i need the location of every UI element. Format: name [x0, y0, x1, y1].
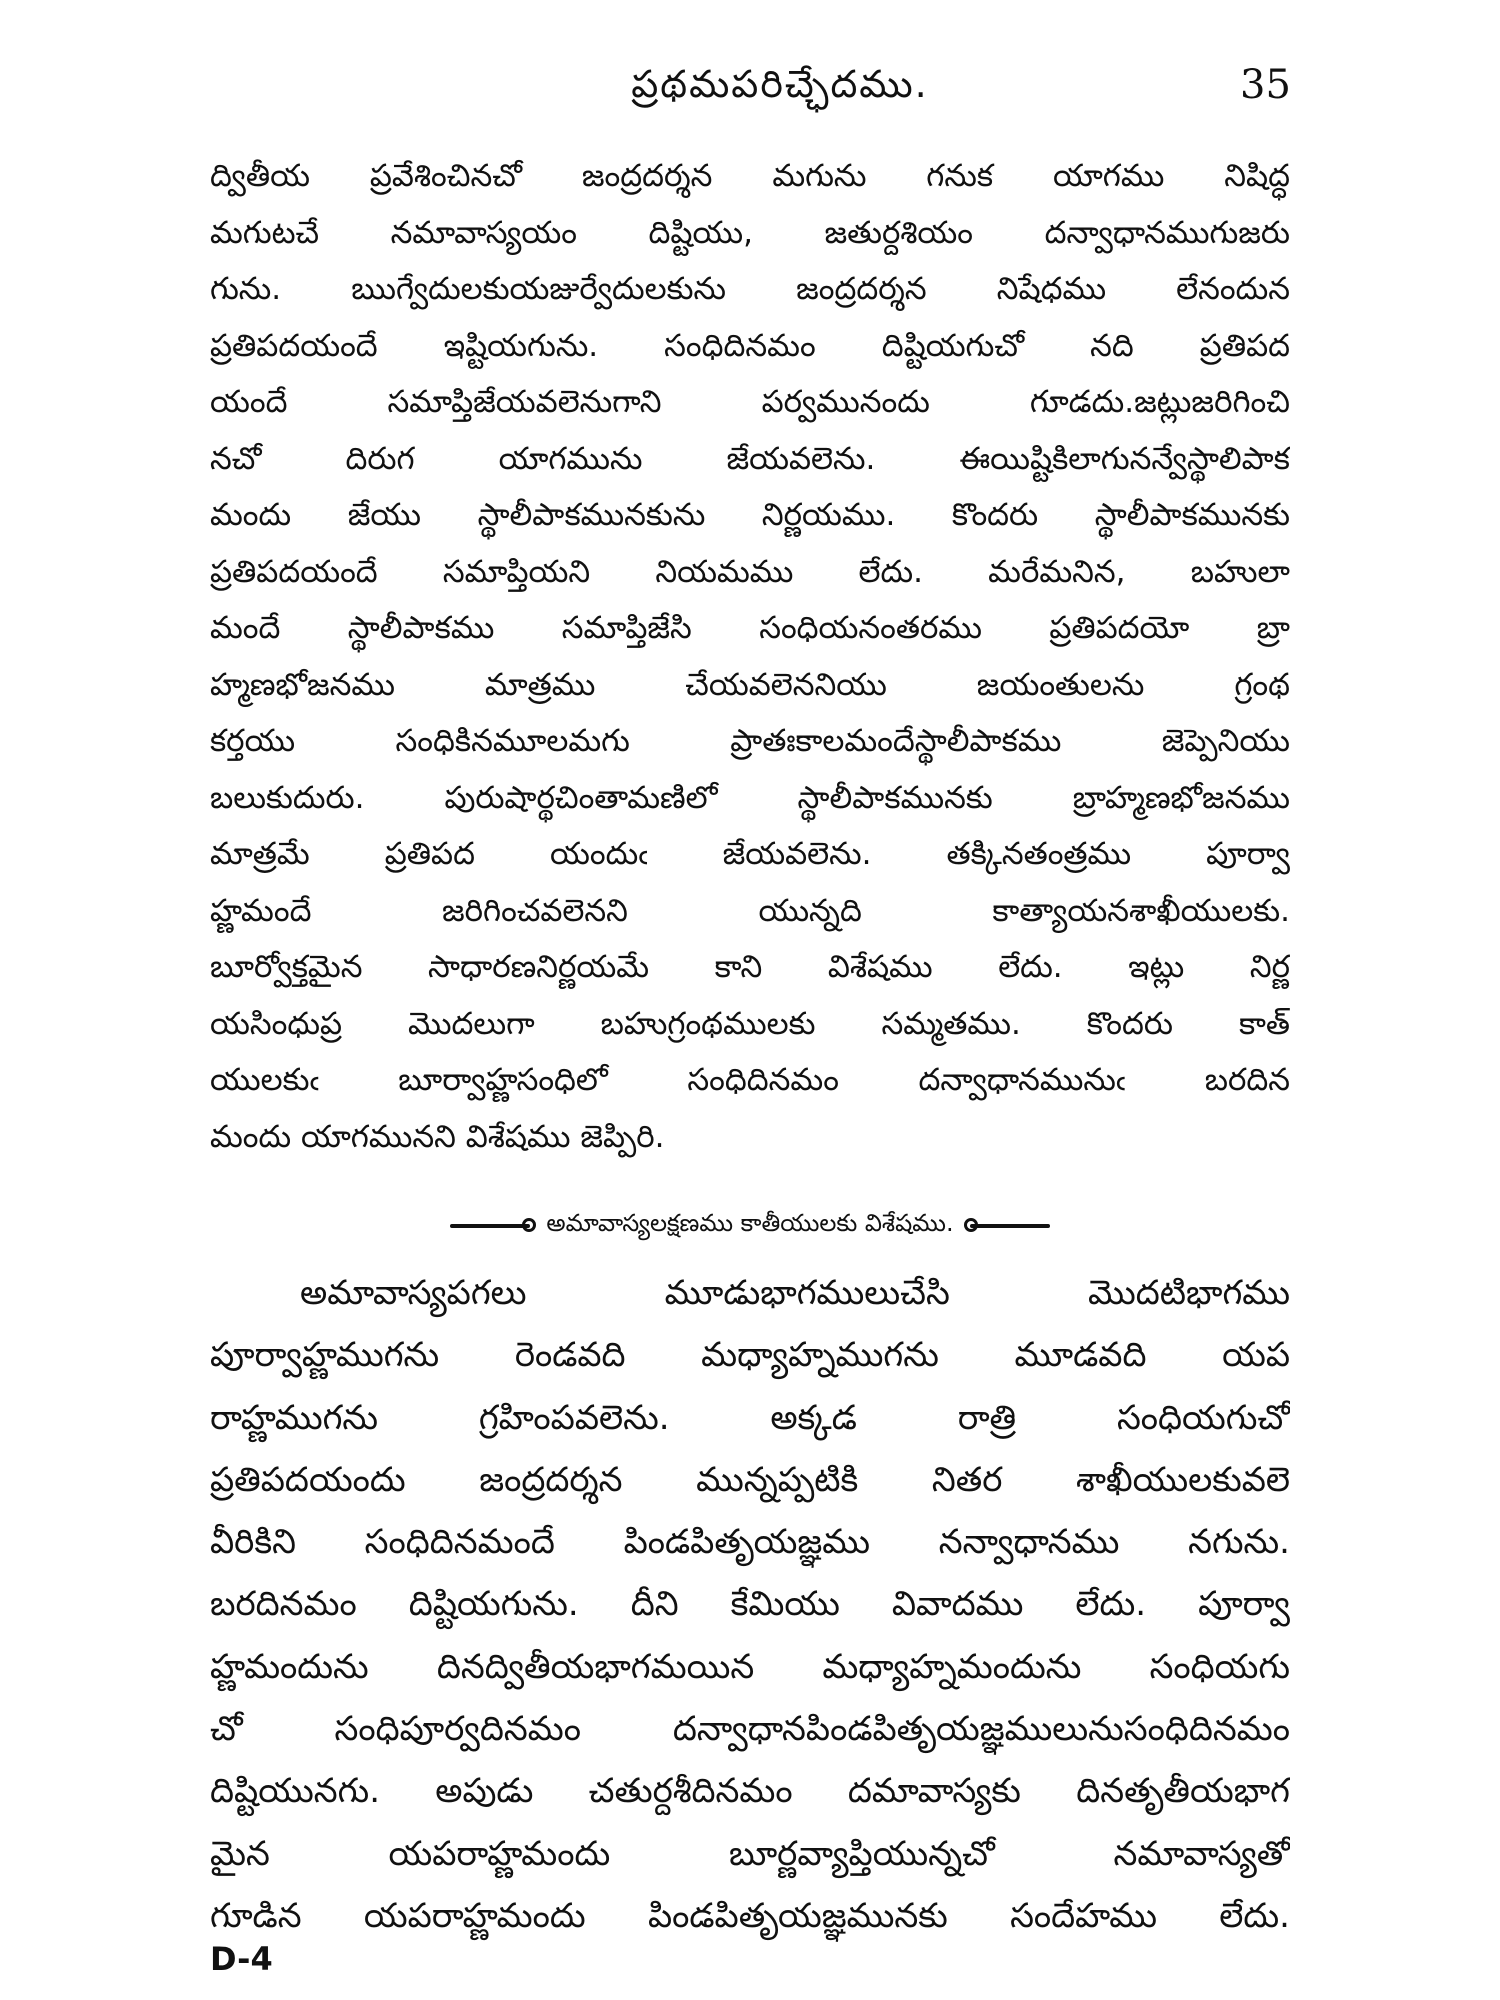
- text-line: వీరికిని సంధిదినమందే పిండపితృయజ్ఞము నన్వాధానము నగును.: [210, 1522, 1290, 1563]
- signature-mark: D-4: [210, 1940, 273, 1978]
- text-line: పూర్వాహ్ణముగను రెండవది మధ్యాహ్నముగను మూడవది యప: [210, 1335, 1290, 1376]
- text-line: ద్వితీయ ప్రవేశించినచో జంద్రదర్శన మగును గనుక యాగము నిషిద్ధ: [210, 158, 1290, 194]
- text-line: గూడిన యపరాహ్ణమందు పిండపితృయజ్ఞమునకు సందేహము లేదు.: [210, 1895, 1290, 1936]
- text-line: మందే స్థాలీపాకము సమాప్తిజేసి సంధియనంతరము ప్రతిపదయో బ్రా: [210, 610, 1290, 646]
- text-line: చో సంధిపూర్వదినమం దన్వాధానపిండపితృయజ్ఞములునుసంధిదినమం: [210, 1709, 1290, 1750]
- text-line: నచో దిరుగ యాగమును జేయవలెను. ఈయిష్టికిలాగునన్వేస్థాలిపాక: [210, 440, 1290, 477]
- text-line: ప్రతిపదయందే ఇష్టియగును. సంధిదినమం దిష్టియగుచో నది ప్రతిపద: [210, 327, 1290, 364]
- text-line: బరదినమం దిష్టియగును. దీని కేమియు వివాదము లేదు. పూర్వా: [210, 1584, 1290, 1625]
- text-line: యందే సమాప్తిజేయవలెనుగాని పర్వమునందు గూడదు.జట్లుజరిగించి: [210, 384, 1290, 420]
- text-line: యసింధుప్ర మొదలుగా బహుగ్రంథములకు సమ్మతము. కొందరు కాత్: [210, 1005, 1290, 1042]
- running-title: ప్రథమపరిచ్ఛేదము.: [631, 62, 929, 106]
- ornament-left-icon: [450, 1224, 530, 1228]
- text-line: బలుకుదురు. పురుషార్థచింతామణిలో స్థాలీపాకమునకు బ్రాహ్మణభోజనము: [210, 779, 1290, 816]
- section-heading-text: అమావాస్యలక్షణము కాతీయులకు విశేషము.: [546, 1209, 954, 1237]
- text-line: అమావాస్యపగలు మూడుభాగములుచేసి మొదటిభాగము: [300, 1273, 1290, 1313]
- text-line: మందు యాగమునని విశేషము జెప్పిరి.: [210, 1118, 665, 1155]
- text-line: రాహ్ణముగను గ్రహింపవలెను. అక్కడ రాత్రి సంధియగుచో: [210, 1397, 1290, 1438]
- text-line: మైన యపరాహ్ణమందు బూర్ణవ్యాప్తియున్నచో నమావాస్యతో: [210, 1833, 1290, 1874]
- ornament-right-icon: [970, 1224, 1050, 1228]
- text-line: మందు జేయు స్థాలీపాకమునకును నిర్ణయము. కొందరు స్థాలీపాకమునకు: [210, 497, 1290, 533]
- paragraph-1: [210, 148, 1290, 1165]
- text-line: మాత్రమే ప్రతిపద యందుఁ జేయవలెను. తక్కినతంత్రము పూర్వా: [210, 836, 1290, 872]
- text-line: హ్ణమందును దినద్వితీయభాగమయిన మధ్యాహ్నమందును సంధియగు: [210, 1646, 1290, 1687]
- page-number: 35: [1240, 62, 1291, 108]
- text-line: ప్రతిపదయందు జంద్రదర్శన మున్నప్పటికి నితర శాఖీయులకువలె: [210, 1459, 1290, 1500]
- text-line: దిష్టియునగు. అపుడు చతుర్దశీదినమం దమావాస్యకు దినతృతీయభాగ: [210, 1771, 1290, 1812]
- text-line: కర్తయు సంధికినమూలమగు ప్రాతఃకాలమందేస్థాలీపాకము జెప్పెనియు: [210, 723, 1290, 759]
- paragraph-2: [210, 1262, 1290, 1947]
- text-line: మగుటచే నమావాస్యయం దిష్టియు, జతుర్దశియం దన్వాధానముగుజరు: [210, 214, 1290, 251]
- text-line: యులకుఁ బూర్వాహ్ణసంధిలో సంధిదినమం దన్వాధానమునుఁ బరదిన: [210, 1062, 1290, 1098]
- text-line: గును. ఋగ్వేదులకుయజుర్వేదులకును జంద్రదర్శన నిషేధము లేనందున: [210, 271, 1290, 307]
- text-line: హ్ణమందే జరిగించవలెనని యున్నది కాత్యాయనశాఖీయులకు.: [210, 892, 1290, 929]
- text-line: హ్మణభోజనము మాత్రము చేయవలెననియు జయంతులను గ్రంథ: [210, 666, 1290, 703]
- text-line: బూర్వోక్తమైన సాధారణనిర్ణయమే కాని విశేషము లేదు. ఇట్లు నిర్ణ: [210, 949, 1290, 985]
- section-heading: [360, 1206, 1140, 1246]
- text-line: ప్రతిపదయందే సమాప్తియని నియమము లేదు. మరేమనిన, బహులా: [210, 553, 1290, 590]
